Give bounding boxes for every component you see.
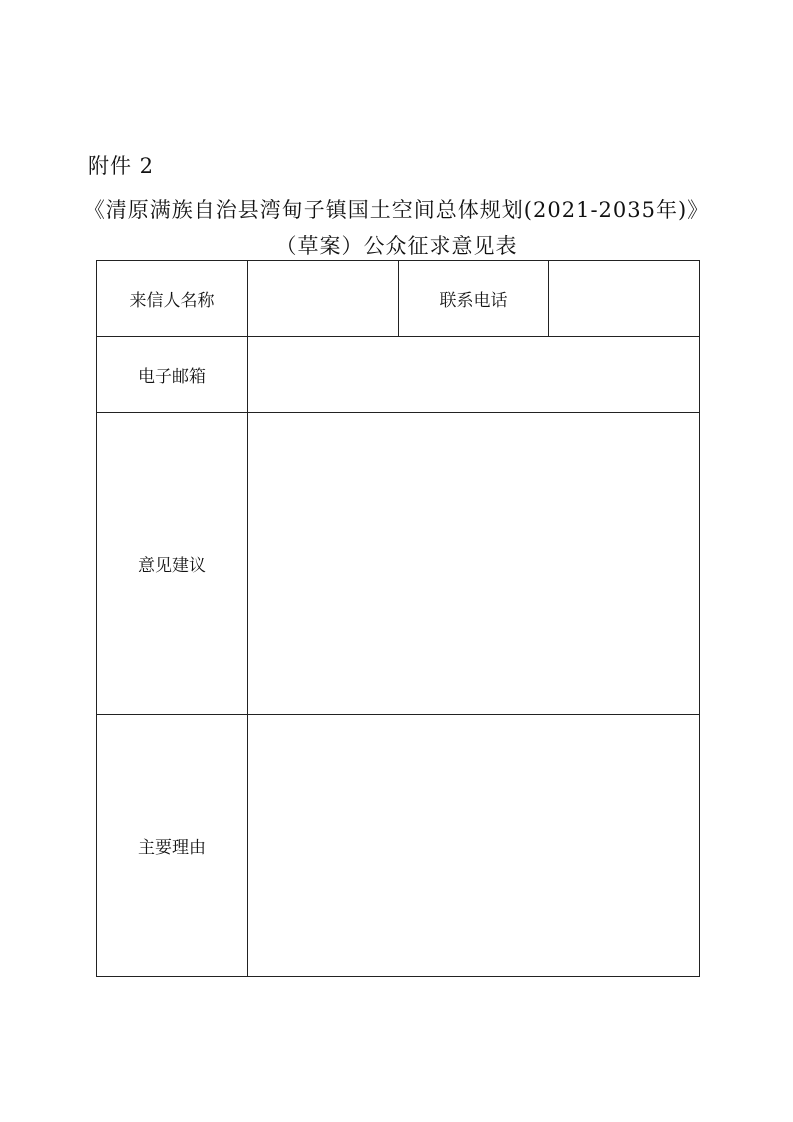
sender-name-field[interactable]	[248, 261, 399, 337]
comment-form-table	[96, 260, 700, 977]
attachment-label: 附件 2	[88, 154, 155, 178]
suggestion-label: 意见建议	[97, 413, 248, 715]
form-row-reason	[97, 715, 700, 977]
sender-name-label: 来信人名称	[97, 261, 248, 337]
form-row-contact	[97, 261, 700, 337]
form-row-suggestion	[97, 413, 700, 715]
phone-field[interactable]	[549, 261, 700, 337]
form-title-line-1: 《清原满族自治县湾甸子镇国土空间总体规划(2021-2035年)》	[83, 198, 710, 222]
form-title-line-2: （草案）公众征求意见表	[275, 234, 518, 258]
email-label: 电子邮箱	[97, 337, 248, 413]
phone-label: 联系电话	[399, 261, 549, 337]
email-field[interactable]	[248, 337, 700, 413]
form-row-email	[97, 337, 700, 413]
suggestion-field[interactable]	[248, 413, 700, 715]
reason-field[interactable]	[248, 715, 700, 977]
reason-label: 主要理由	[97, 715, 248, 977]
